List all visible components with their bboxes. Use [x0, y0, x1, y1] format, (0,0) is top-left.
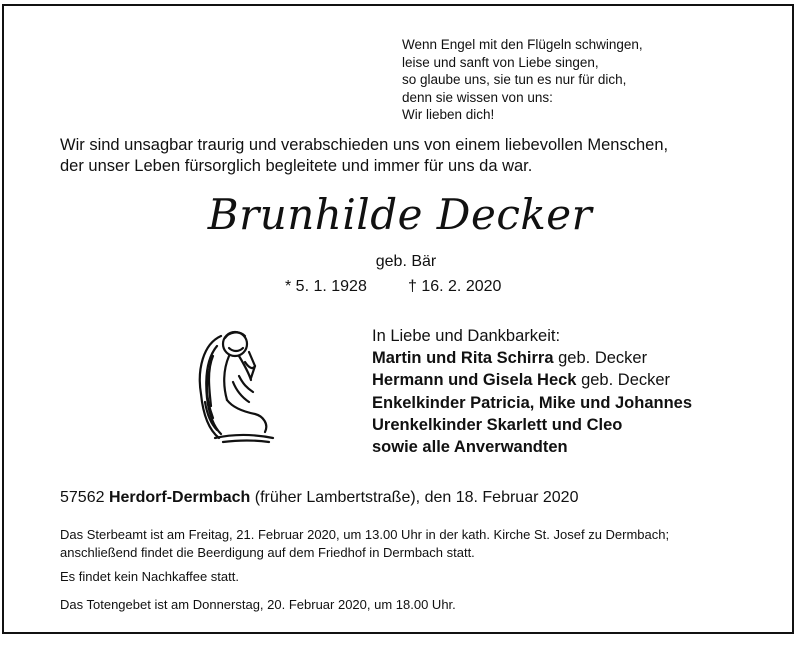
- place-and-date: [60, 489, 578, 507]
- town: Herdorf-Dermbach: [108, 489, 251, 506]
- deceased-name: Brunhilde Decker: [207, 190, 593, 239]
- mourner-names: Martin und Rita Schirra: [372, 349, 554, 368]
- mourner-nee: geb. Decker: [553, 349, 648, 368]
- birth-date: * 5. 1. 1928: [285, 278, 367, 295]
- maiden-name: geb. Bär: [375, 253, 437, 270]
- mourner-names: Urenkelkinder Skarlett und Cleo: [372, 415, 623, 434]
- poem-line: Wir lieben dich!: [402, 107, 495, 123]
- mourner-line: [372, 347, 692, 369]
- mourner-line: [372, 436, 692, 458]
- mourners-list: [372, 325, 692, 458]
- address-date: (früher Lambertstraße), den 18. Februar 2020: [250, 489, 579, 506]
- prayer-note: Das Totengebet ist am Donnerstag, 20. Februar 2020, um 18.00 Uhr.: [60, 597, 456, 612]
- mourner-names: Hermann und Gisela Heck: [372, 371, 577, 390]
- intro-line-1: Wir sind unsagbar traurig und verabschieden uns von einem liebevollen Menschen,: [60, 136, 669, 154]
- mourner-nee: geb. Decker: [576, 371, 671, 390]
- poem-line: Wenn Engel mit den Flügeln schwingen,: [402, 37, 643, 52]
- poem-line: denn sie wissen von uns:: [402, 89, 553, 105]
- poem-line: so glaube uns, sie tun es nur für dich,: [402, 72, 627, 88]
- coffee-note: Es findet kein Nachkaffee statt.: [60, 569, 239, 584]
- mourner-line: [372, 414, 692, 436]
- praying-angel-icon: [193, 322, 283, 444]
- funeral-line-2: anschließend findet die Beerdigung auf dem Friedhof in Dermbach statt.: [60, 545, 475, 560]
- mourner-line: [372, 392, 692, 414]
- zip-code: 57562: [60, 489, 109, 506]
- mourner-names: sowie alle Anverwandten: [372, 438, 568, 457]
- intro-line-2: der unser Leben fürsorglich begleitete und immer für uns da war.: [60, 157, 533, 175]
- funeral-info: [60, 526, 669, 562]
- mourner-names: Enkelkinder Patricia, Mike und Johannes: [372, 393, 693, 412]
- mourners-heading: In Liebe und Dankbarkeit:: [372, 327, 561, 345]
- funeral-line-1: Das Sterbeamt ist am Freitag, 21. Februar 2020, um 13.00 Uhr in der kath. Kirche St. Josef zu Dermbach;: [60, 527, 670, 542]
- poem: [402, 36, 643, 124]
- death-date: † 16. 2. 2020: [408, 278, 502, 295]
- poem-line: leise und sanft von Liebe singen,: [402, 54, 599, 70]
- intro-text: [60, 135, 668, 177]
- mourner-line: [372, 369, 692, 391]
